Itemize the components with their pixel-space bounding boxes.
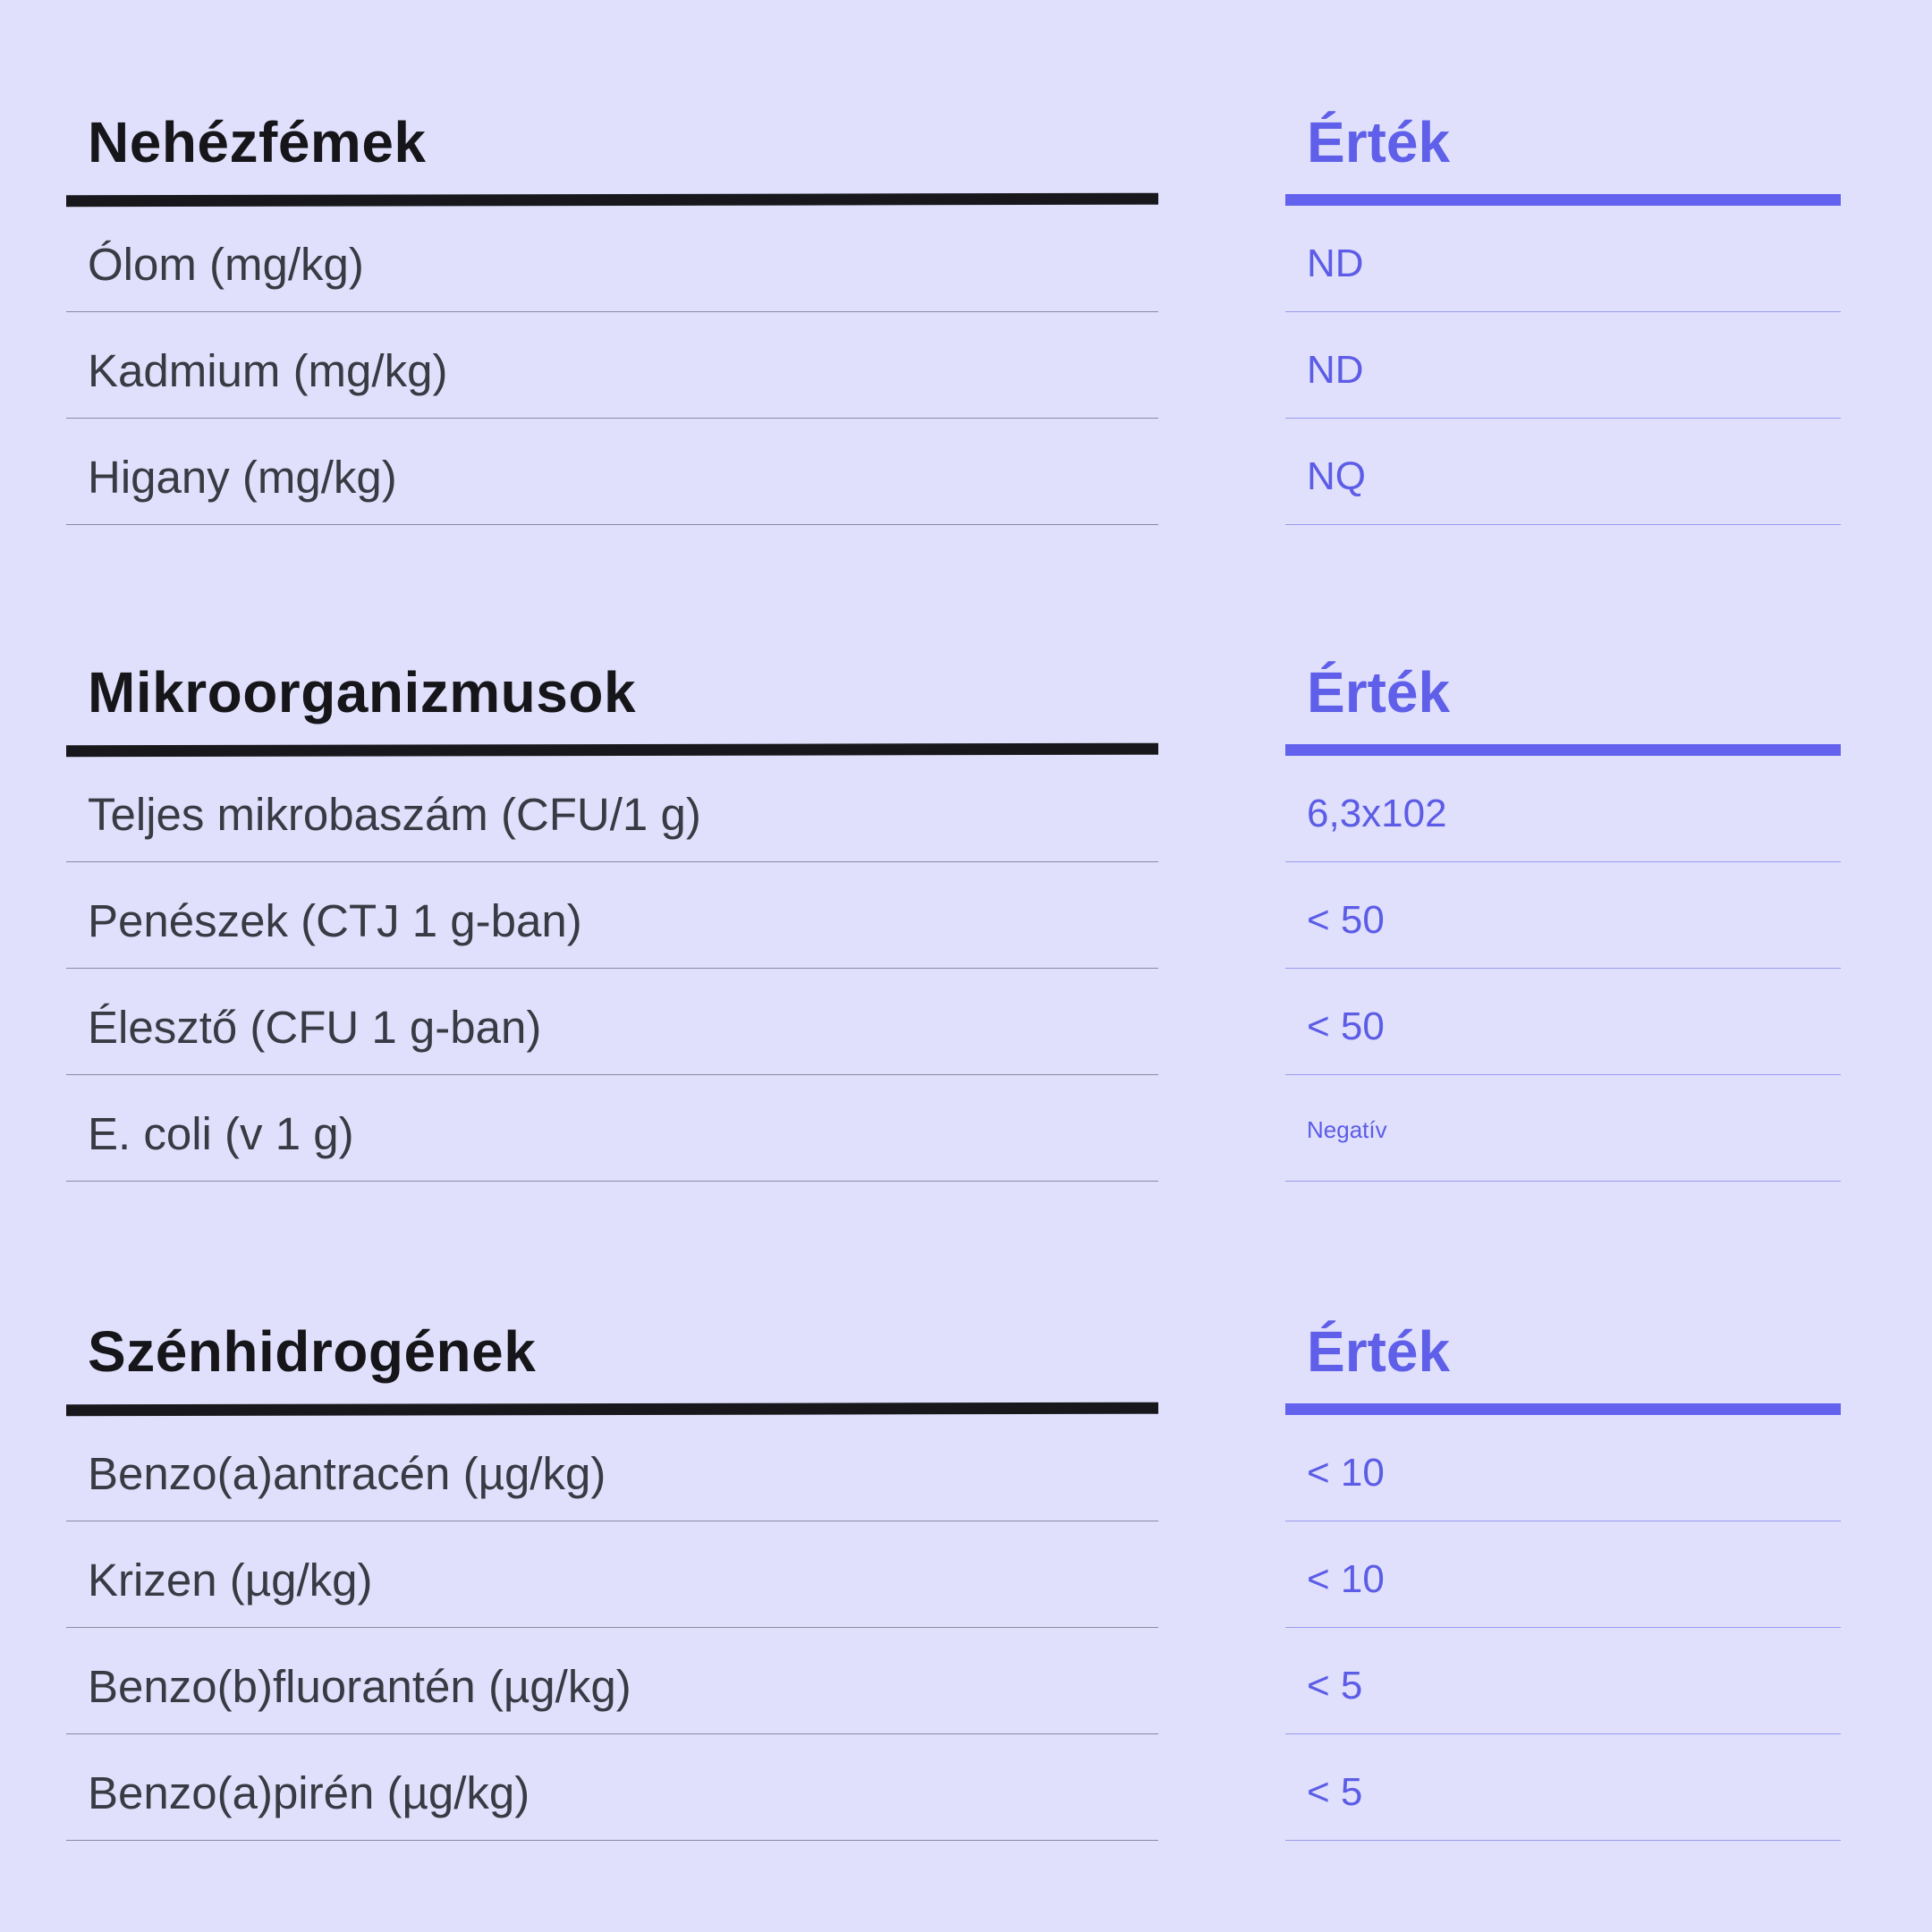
value-row (1285, 1521, 1841, 1628)
value-column-title: Érték (1307, 1319, 1451, 1384)
heavy-metals-table (66, 61, 1158, 525)
section-header (66, 61, 1158, 206)
table-row (66, 1415, 1158, 1521)
row-label: Benzo(a)pirén (µg/kg) (88, 1767, 530, 1818)
value-header (1285, 611, 1841, 756)
value-row (1285, 1734, 1841, 1841)
value-header-rule (1285, 744, 1841, 756)
value-row (1285, 969, 1841, 1075)
microorganisms-table (66, 611, 1158, 1182)
row-label: Élesztő (CFU 1 g-ban) (88, 1002, 542, 1053)
table-row (66, 1075, 1158, 1182)
table-row (66, 312, 1158, 419)
row-label: Kadmium (mg/kg) (88, 345, 448, 396)
heavy-metals-values (1285, 61, 1841, 525)
value-row (1285, 756, 1841, 862)
value-row (1285, 1415, 1841, 1521)
section-title: Nehézfémek (88, 110, 427, 174)
row-value: < 5 (1307, 1770, 1363, 1814)
value-row (1285, 419, 1841, 525)
section-header (66, 1270, 1158, 1415)
value-header (1285, 1270, 1841, 1415)
value-row (1285, 206, 1841, 312)
row-value: < 50 (1307, 1004, 1385, 1048)
row-label: Ólom (mg/kg) (88, 239, 364, 290)
header-rule (66, 743, 1158, 758)
value-column-title: Érték (1307, 660, 1451, 724)
header-rule (66, 193, 1158, 208)
row-value: < 10 (1307, 1451, 1385, 1495)
row-value: < 5 (1307, 1664, 1363, 1707)
row-value: < 50 (1307, 898, 1385, 942)
value-header-rule (1285, 194, 1841, 206)
section-header (66, 611, 1158, 756)
row-label: Benzo(a)antracén (µg/kg) (88, 1448, 606, 1499)
table-row (66, 1734, 1158, 1841)
row-label: Higany (mg/kg) (88, 452, 397, 503)
value-row (1285, 1075, 1841, 1182)
table-row (66, 1628, 1158, 1734)
row-value: ND (1307, 348, 1364, 392)
value-row (1285, 1628, 1841, 1734)
row-value: NQ (1307, 454, 1366, 498)
row-label: Penészek (CTJ 1 g-ban) (88, 895, 582, 946)
row-label: Benzo(b)fluorantén (µg/kg) (88, 1661, 631, 1712)
header-rule (66, 1402, 1158, 1417)
value-header (1285, 61, 1841, 206)
section-title: Szénhidrogének (88, 1319, 537, 1384)
section-title: Mikroorganizmusok (88, 660, 637, 724)
value-header-rule (1285, 1403, 1841, 1415)
row-label: Teljes mikrobaszám (CFU/1 g) (88, 789, 701, 840)
hydrocarbons-table (66, 1270, 1158, 1841)
row-value: Negatív (1307, 1116, 1387, 1143)
value-row (1285, 312, 1841, 419)
row-value: 6,3x102 (1307, 792, 1447, 835)
table-row (66, 862, 1158, 969)
table-row (66, 969, 1158, 1075)
hydrocarbons-values (1285, 1270, 1841, 1841)
row-value: ND (1307, 242, 1364, 285)
row-label: Krizen (µg/kg) (88, 1555, 373, 1606)
table-row (66, 206, 1158, 312)
microorganisms-values (1285, 611, 1841, 1182)
value-column-title: Érték (1307, 110, 1451, 174)
table-row (66, 1521, 1158, 1628)
row-label: E. coli (v 1 g) (88, 1108, 354, 1159)
row-value: < 10 (1307, 1557, 1385, 1601)
value-row (1285, 862, 1841, 969)
table-row (66, 419, 1158, 525)
table-row (66, 756, 1158, 862)
